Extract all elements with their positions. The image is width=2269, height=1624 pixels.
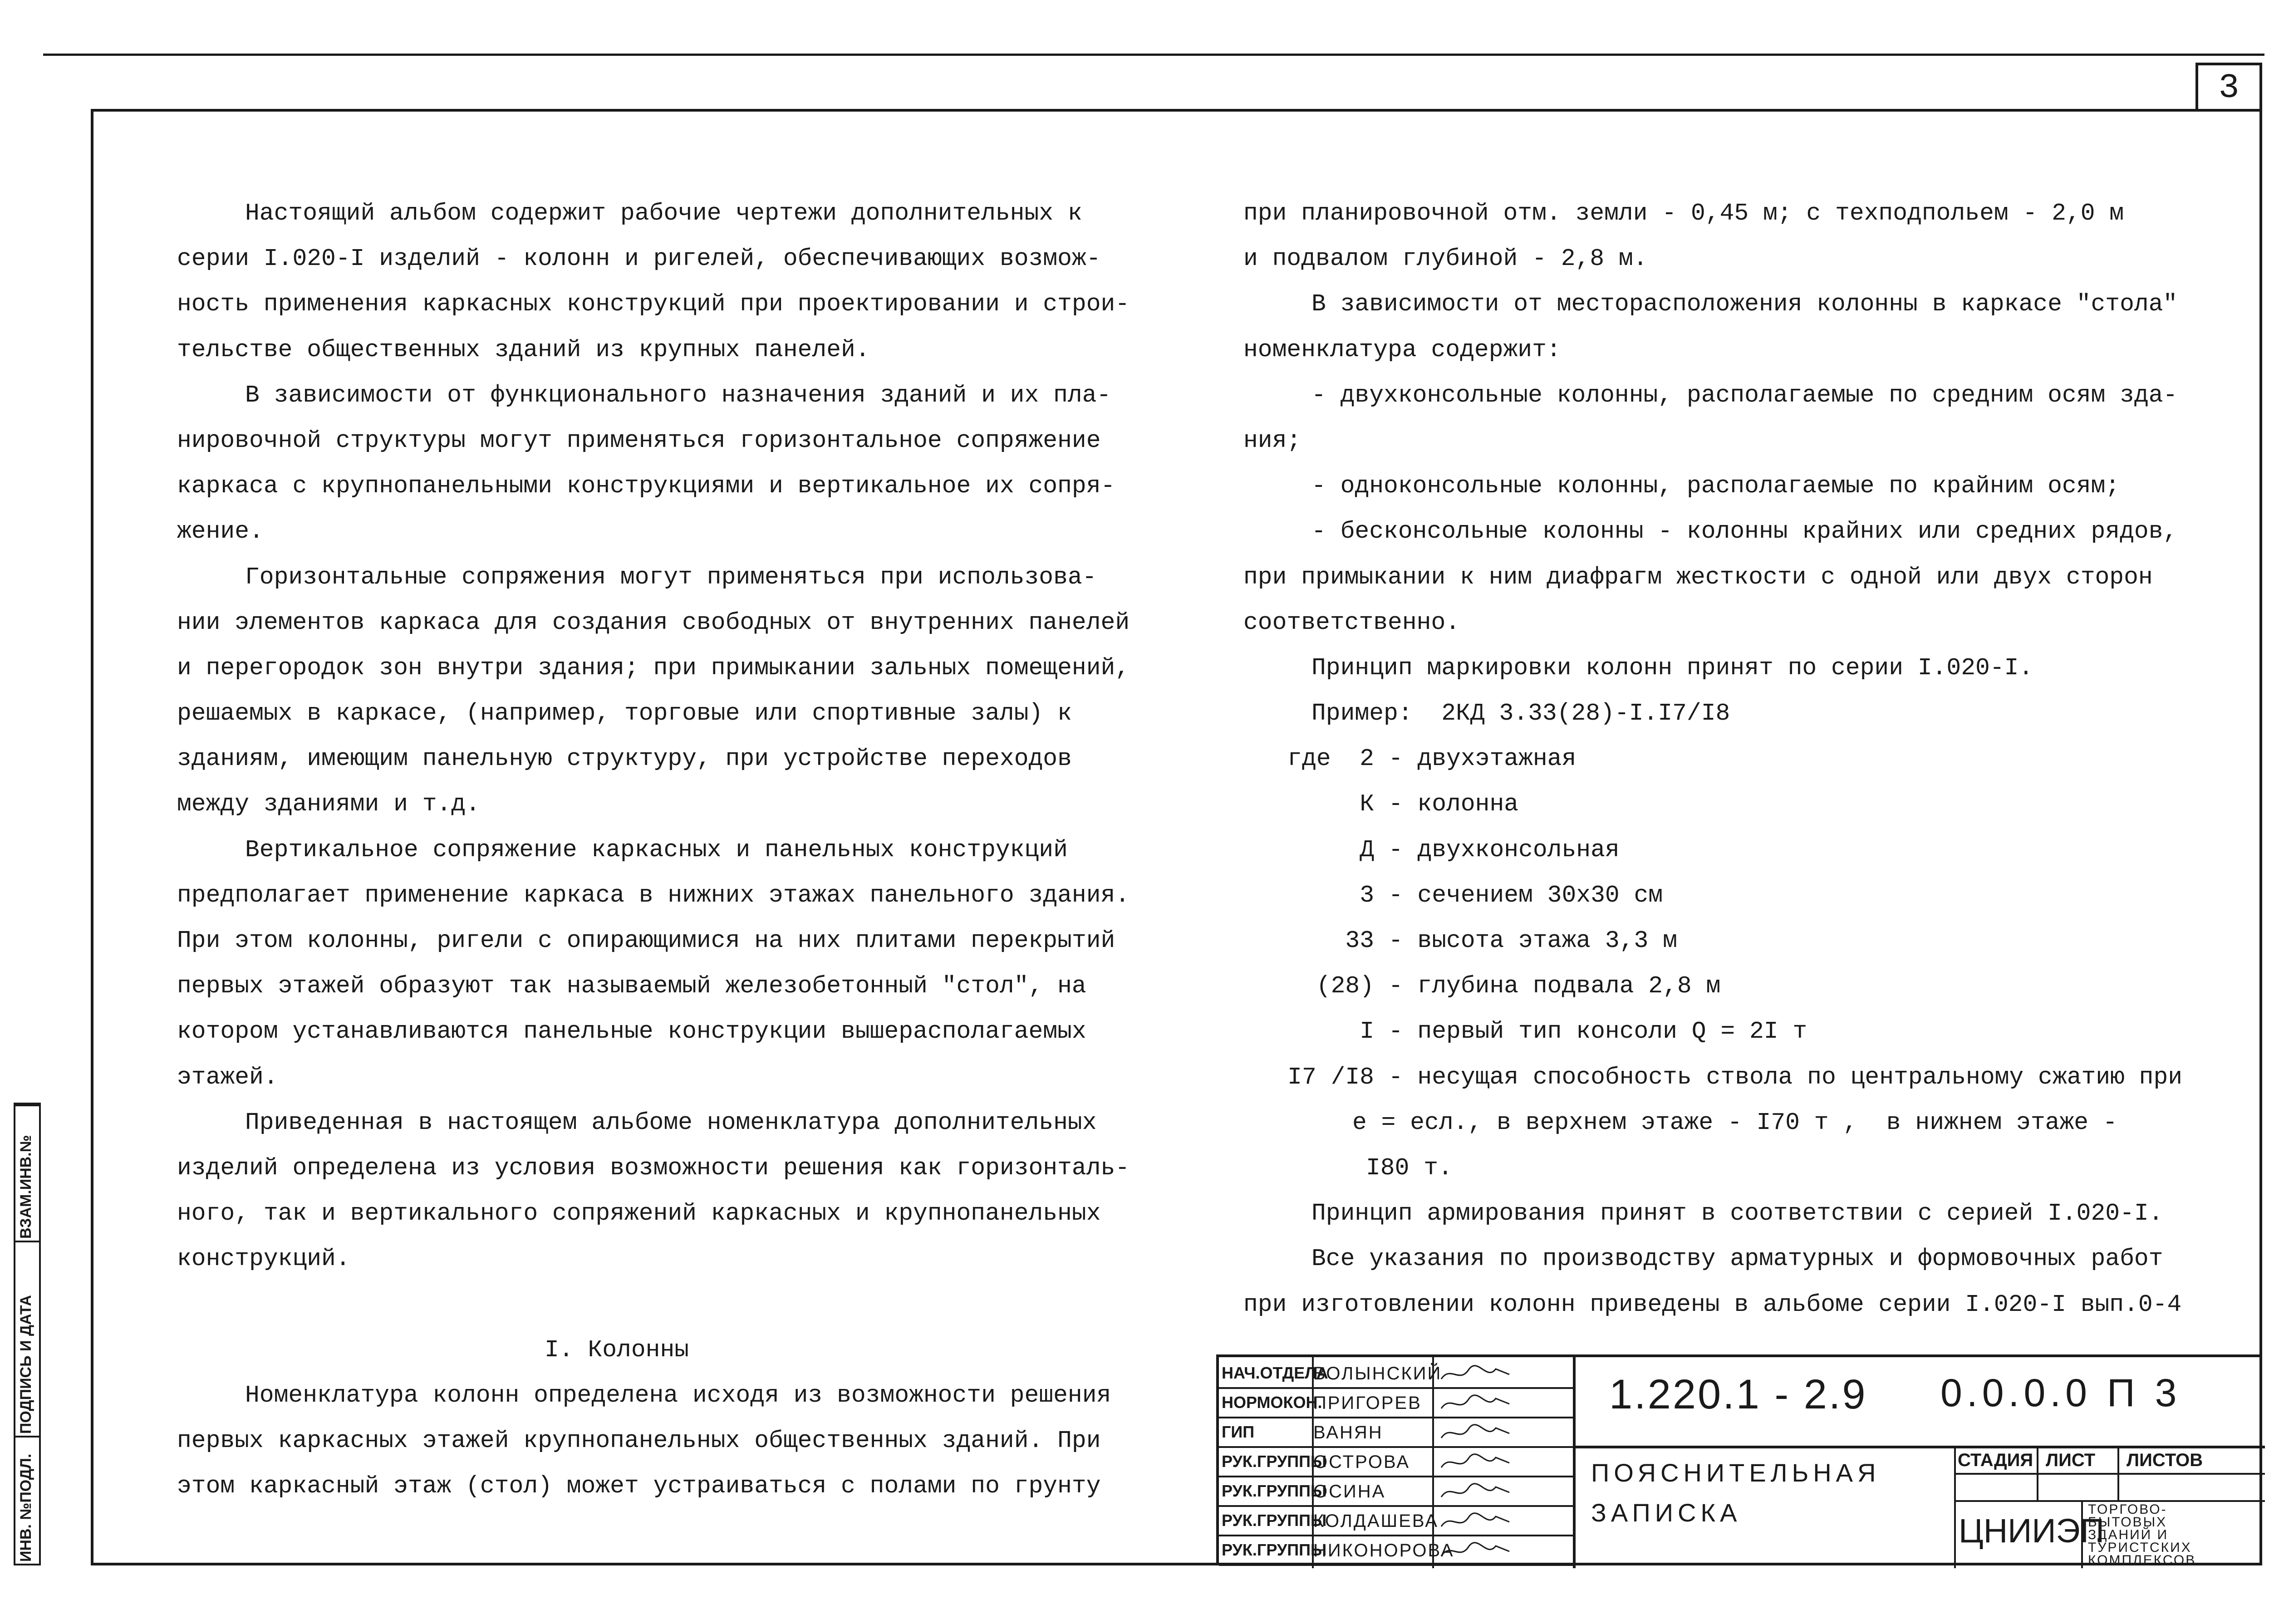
side-stamp-label-inv: ИНВ. №ПОДЛ. [17,1453,34,1562]
text-line: ность применения каркасных конструкций при проектировании и строи- [177,290,1130,318]
legend-value: высота этажа 3,3 м [1417,927,1677,954]
legend-item [1243,1009,2187,1054]
text-line: решаемых в каркасе, (например, торговые или спортивные залы) к [177,700,1072,727]
text-line: Принцип маркировки колонн принят по серии I.020-I. [1311,654,2033,682]
signature-name: ВОЛЫНСКИЙ [1313,1364,1442,1384]
legend-item [1243,918,2187,963]
doc-title-line2: ЗАПИСКА [1591,1498,1742,1527]
text-line: изделий определена из условия возможности решения как горизонталь- [177,1154,1130,1182]
text-line: при планировочной отм. земли - 0,45 м; с техподпольем - 2,0 м [1243,200,2124,227]
text-line: При этом колонны, ригели с опирающимися на них плитами перекрытий [177,927,1115,954]
top-rule [43,54,2264,56]
signature-row-rule [1219,1417,1573,1418]
org-name-line: ТОРГОВО- [2088,1502,2167,1517]
signature-row [1219,1449,1573,1476]
text-line: первых этажей образуют так называемый железобетонный "стол", на [177,972,1086,1000]
left-text-column [177,191,1139,1509]
legend-dash: - [1374,972,1418,1000]
handwritten-signature [1437,1538,1514,1562]
signature-row [1219,1538,1573,1564]
text-line: Приведенная в настоящем альбоме номенклатура дополнительных [245,1109,1097,1136]
legend-dash: - [1374,881,1418,909]
signature-row [1219,1361,1573,1387]
legend-key: К [1360,790,1374,818]
text-line: этом каркасный этаж (стол) может устраиваться с полами по грунту [177,1472,1101,1500]
text-line: жение. [177,518,264,545]
legend-key: I7 /I8 [1287,1063,1374,1091]
text-line: Горизонтальные сопряжения могут применяться при использова- [245,563,1097,591]
title-block [1216,1354,2262,1568]
text-line: нировочной структуры могут применяться горизонтальное сопряжение [177,427,1101,454]
signature-role: НОРМОКОН. [1222,1393,1322,1412]
handwritten-signature [1437,1449,1514,1474]
sheets-header: ЛИСТОВ [2127,1450,2203,1470]
side-stamp-cell-vzam [15,1104,39,1242]
legend-dash: - [1374,836,1418,864]
text-line: - одноконсольные колонны, располагаемые по крайним осям; [1311,472,2120,500]
legend-dash: - [1374,1063,1418,1091]
org-code: ЦНИИЭП [1959,1512,2104,1550]
side-stamp-cell-sign [15,1241,39,1438]
text-line: котором устанавливаются панельные конструкции вышерасполагаемых [177,1018,1086,1045]
side-stamp-label-sign: ПОДПИСЬ И ДАТА [17,1295,34,1434]
org-name-line: ЗДАНИЙ И [2088,1527,2169,1542]
text-line: ния; [1243,427,1301,454]
side-stamp [14,1103,41,1565]
org-name-line: БЫТОВЫХ [2088,1515,2167,1530]
handwritten-signature [1437,1361,1514,1385]
text-line: конструкций. [177,1245,350,1273]
text-line: и подвалом глубиной - 2,8 м. [1243,245,1648,273]
signature-name: ПРИГОРЕВ [1313,1393,1422,1413]
legend-key: 3 [1360,881,1374,909]
text-line: соответственно. [1243,608,1460,636]
text-line: Пример: 2КД 3.33(28)-I.I7/I8 [1311,700,1730,727]
signature-row-rule [1219,1535,1573,1536]
legend-key: I [1360,1018,1374,1045]
text-line: В зависимости от функционального назначения зданий и их пла- [245,381,1111,409]
legend-value: двухконсольная [1417,836,1620,864]
text-line: и перегородок зон внутри здания; при примыкании зальных помещений, [177,654,1130,682]
legend-continuation: I80 т. [1366,1154,1453,1182]
legend-continuation: e = eсл., в верхнем этаже - I70 т , в нижнем этаже - [1352,1109,2117,1136]
signature-role: РУК.ГРУППЫ [1222,1511,1327,1530]
text-line: нии элементов каркаса для создания свободных от внутренних панелей [177,608,1130,636]
signature-row-rule [1219,1505,1573,1507]
legend-key: Д [1360,836,1374,864]
text-line: Номенклатура колонн определена исходя из возможности решения [245,1381,1111,1409]
signature-name: ВАНЯН [1313,1423,1383,1442]
sheet-number: 3 [2195,63,2262,112]
text-line: номенклатура содержит: [1243,336,1561,363]
side-stamp-label-vzam: ВЗАМ.ИНВ.№ [17,1135,34,1239]
legend-item [1243,736,2187,781]
signature-row-rule [1219,1476,1573,1477]
text-line: каркаса с крупнопанельными конструкциями и вертикальное их сопря- [177,472,1115,500]
right-text-column [1243,191,2187,1327]
legend-item [1243,963,2187,1009]
legend-dash: - [1374,745,1418,773]
text-line: этажей. [177,1063,278,1091]
text-line: зданиям, имеющим панельную структуру, при устройстве переходов [177,745,1072,773]
signature-row-rule [1219,1446,1573,1448]
text-line: Настоящий альбом содержит рабочие чертежи дополнительных к [245,200,1082,227]
legend-value: первый тип консоли Q = 2I т [1417,1018,1807,1045]
stage-header: СТАДИЯ [1958,1450,2033,1470]
text-line: ного, так и вертикального сопряжений каркасных и крупнопанельных [177,1200,1101,1227]
handwritten-signature [1437,1390,1514,1415]
side-stamp-cell-inv [15,1436,39,1565]
signature-row [1219,1390,1573,1417]
legend-dash: - [1374,790,1418,818]
text-line: - бесконсольные колонны - колонны крайних или средних рядов, [1311,518,2178,545]
section-title: I. Колонны [545,1336,689,1364]
signature-role: РУК.ГРУППЫ [1222,1452,1327,1471]
legend-item [1243,1055,2187,1100]
org-name-line: ТУРИСТСКИХ [2088,1540,2192,1555]
legend-value: глубина подвала 2,8 м [1417,972,1721,1000]
legend-item [1243,873,2187,918]
org-name [2088,1503,2196,1567]
signature-name: ОСИНА [1313,1482,1386,1501]
signature-role: РУК.ГРУППЫ [1222,1541,1327,1559]
signature-name: НИКОНОРОВА [1313,1541,1454,1560]
text-line: между зданиями и т.д. [177,790,480,818]
legend-item [1243,827,2187,873]
legend-key: (28) [1316,972,1374,1000]
signature-row [1219,1420,1573,1446]
legend-key: 33 [1345,927,1374,954]
org-name-line: КОМПЛЕКСОВ [2088,1553,2196,1568]
text-line: В зависимости от месторасположения колонны в каркасе "стола" [1311,290,2178,318]
text-line: серии I.020-I изделий - колонн и ригелей, обеспечивающих возмож- [177,245,1101,273]
signature-row [1219,1479,1573,1505]
text-line: Принцип армирования принят в соответствии с серией I.020-I. [1311,1200,2163,1227]
sheet-header: ЛИСТ [2046,1450,2096,1470]
text-line: тельстве общественных зданий из крупных панелей. [177,336,870,363]
legend-item [1243,781,2187,827]
legend-dash: - [1374,927,1418,954]
signature-name: ОСТРОВА [1313,1452,1410,1472]
handwritten-signature [1437,1420,1514,1444]
text-line: Все указания по производству арматурных и формовочных работ [1311,1245,2163,1273]
doc-title-line1: ПОЯСНИТЕЛЬНАЯ [1591,1458,1881,1487]
signature-role: ГИП [1222,1423,1255,1441]
signature-row-rule [1219,1564,1573,1566]
signature-name: КОЛДАШЕВА [1313,1511,1439,1531]
handwritten-signature [1437,1479,1514,1503]
signature-row-rule [1219,1387,1573,1389]
designation: 1.220.1 - 2.9 [1609,1371,1867,1418]
text-line: - двухконсольные колонны, располагаемые по средним осям зда- [1311,381,2178,409]
legend-value: несущая способность ствола по центральному сжатию при [1417,1063,2183,1091]
signature-role: РУК.ГРУППЫ [1222,1482,1327,1500]
text-line [177,1282,1139,1327]
doc-code: 0.0.0.0 П 3 [1940,1371,2181,1415]
text-line: предполагает применение каркаса в нижних этажах панельного здания. [177,881,1130,909]
signature-role: НАЧ.ОТДЕЛА [1222,1364,1328,1382]
handwritten-signature [1437,1508,1514,1533]
legend-key: где 2 [1287,745,1374,773]
legend-value: колонна [1417,790,1519,818]
text-line: при примыкании к ним диафрагм жесткости с одной или двух сторон [1243,563,2153,591]
legend-dash: - [1374,1018,1418,1045]
text-line: при изготовлении колонн приведены в альбоме серии I.020-I вып.0-4 [1243,1290,2182,1318]
legend-value: сечением 30х30 см [1417,881,1663,909]
text-line: Вертикальное сопряжение каркасных и панельных конструкций [245,836,1068,864]
signature-row [1219,1508,1573,1535]
text-line: первых каркасных этажей крупнопанельных общественных зданий. При [177,1427,1101,1455]
legend-value: двухэтажная [1417,745,1577,773]
